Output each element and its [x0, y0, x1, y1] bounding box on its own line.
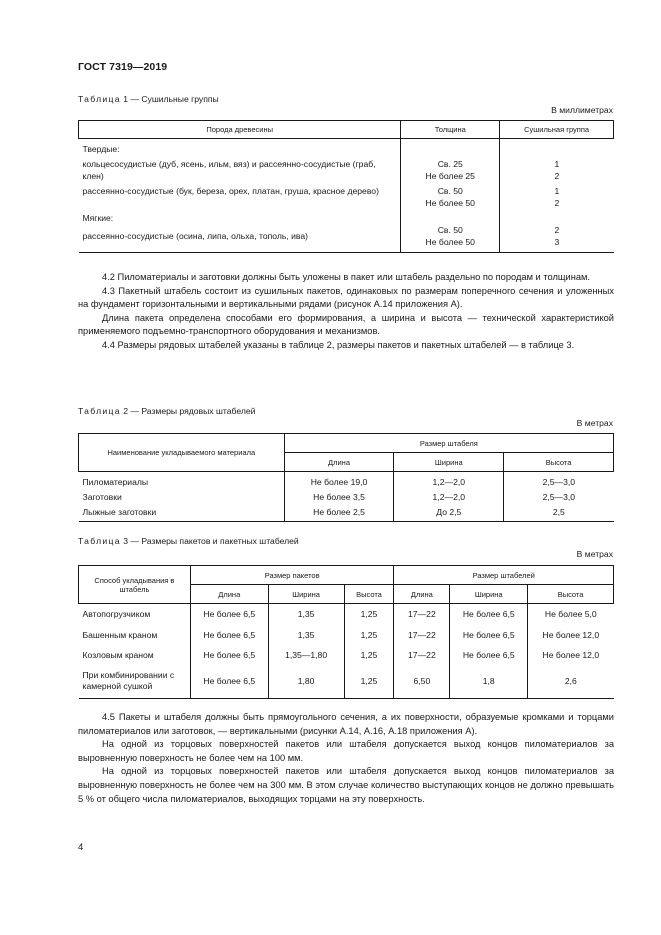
- table-row: [79, 155, 614, 182]
- table1-unit: В миллиметрах: [551, 105, 613, 115]
- table1-header-species: Порода древесины: [79, 121, 401, 139]
- paragraph: 4.4 Размеры рядовых штабелей указаны в таблице 2, размеры пакетов и пакетных штабелей — в таблице 3.: [102, 339, 575, 350]
- table3-cell: Не более 5,0: [528, 604, 614, 625]
- table2-header-width: Ширина: [394, 453, 504, 472]
- table3-cell: Не более 6,5: [190, 625, 268, 645]
- table3-header-package-size: Размер пакетов: [190, 566, 394, 585]
- table2-cell: 2,5: [504, 503, 614, 522]
- table3-header-height: Высота: [344, 585, 394, 604]
- table3-header-length: Длина: [190, 585, 268, 604]
- table3-header-width: Ширина: [450, 585, 528, 604]
- table-row: [79, 182, 614, 209]
- table3-cell: 1,35: [268, 604, 344, 625]
- table1-cell-thickness: Св. 50 Не более 50: [401, 182, 500, 209]
- table3-cell: 6,50: [394, 665, 450, 699]
- table3-cell: Не более 6,5: [450, 645, 528, 665]
- table1-header-thickness: Толщина: [401, 121, 500, 139]
- table3-cell: 17—22: [394, 645, 450, 665]
- table3-cell: 1,25: [344, 604, 394, 625]
- table-row: [79, 665, 614, 699]
- table1-cell-species: Мягкие:: [82, 213, 114, 223]
- table1-cell-species: кольцесосудистые (дуб, ясень, ильм, вяз) и рассеянно-сосудистые (граб, клен): [82, 159, 376, 181]
- table-row-stack-sizes: [78, 433, 614, 522]
- paragraph: На одной из торцовых поверхностей пакетов или штабеля допускается выход концов пиломатериалов за выровненную поверхность не более чем на 300 мм. В этом случае количество выступающих концов не должно превышать 5 % от общего числа пиломатериалов, выходящих торцами на эту поверхность.: [78, 766, 614, 804]
- table2-cell: Лыжные заготовки: [79, 503, 285, 522]
- table-drying-groups: [78, 120, 614, 253]
- paragraph: Длина пакета определена способами его формирования, а ширина и высота — технической характеристикой применяемого подъемно-транспортного оборудования и механизмов.: [78, 312, 614, 337]
- table2-cell: Не более 2,5: [284, 503, 394, 522]
- table2-cell: Не более 3,5: [284, 488, 394, 503]
- table1-caption-text: 1 — Сушильные группы: [123, 94, 219, 104]
- table3-cell: 17—22: [394, 604, 450, 625]
- table3-caption-word: Таблица: [78, 536, 121, 546]
- table1-cell-species: Твердые:: [82, 144, 120, 154]
- table3-cell: Не более 6,5: [450, 625, 528, 645]
- page-number: 4: [78, 842, 84, 853]
- table1-cell-species: рассеянно-сосудистые (бук, береза, орех, платан, груша, красное дерево): [82, 186, 379, 196]
- table3-cell: Не более 6,5: [190, 604, 268, 625]
- table3-cell: 1,8: [450, 665, 528, 699]
- table1-cell-species: рассеянно-сосудистые (осина, липа, ольха, тополь, ива): [79, 224, 401, 253]
- table1-cell-group: 2 3: [500, 224, 614, 253]
- table2-caption: [78, 406, 255, 416]
- table3-header-height: Высота: [528, 585, 614, 604]
- table2-header-stack-size: Размер штабеля: [284, 434, 613, 453]
- table1-caption: [78, 94, 219, 104]
- table3-cell: Не более 12,0: [528, 645, 614, 665]
- table3-cell: Не более 12,0: [528, 625, 614, 645]
- table3-header-method: Способ укладывания в штабель: [79, 566, 191, 604]
- table1-cell-group: 1 2: [500, 182, 614, 209]
- table1-caption-word: Таблица: [78, 94, 121, 104]
- table-row: [79, 209, 614, 224]
- table3-unit: В метрах: [576, 549, 613, 559]
- table3-cell: Не более 6,5: [450, 604, 528, 625]
- table3-header-stack-size: Размер штабелей: [394, 566, 614, 585]
- table3-cell: Не более 6,5: [190, 665, 268, 699]
- table1-cell-thickness: Св. 50 Не более 50: [401, 224, 500, 253]
- table1-cell-group: [500, 139, 614, 156]
- standard-header: ГОСТ 7319—2019: [78, 61, 168, 73]
- section-text-1: [78, 271, 614, 353]
- table2-cell: 2,5—3,0: [504, 472, 614, 489]
- table1-cell-group: 1 2: [500, 155, 614, 182]
- paragraph: 4.5 Пакеты и штабеля должны быть прямоугольного сечения, а их поверхности, образуемые кромками и торцами пиломатериалов или заготовок, — вертикальными (рисунки А.14, А.16, А.18 приложения А).: [78, 712, 614, 736]
- table3-cell: 17—22: [394, 625, 450, 645]
- table3-cell: Козловым краном: [82, 649, 154, 660]
- table3-cell: 1,35—1,80: [268, 645, 344, 665]
- table1-cell-thickness: [401, 139, 500, 156]
- table1-cell-thickness: Св. 25 Не более 25: [401, 155, 500, 182]
- table-row: [79, 604, 614, 625]
- table2-caption-text: 2 — Размеры рядовых штабелей: [123, 406, 256, 416]
- table3-cell: 2,6: [528, 665, 614, 699]
- table3-cell: 1,35: [268, 625, 344, 645]
- table-row: [79, 472, 614, 489]
- table3-caption: [78, 536, 299, 546]
- table3-cell: 1,25: [344, 645, 394, 665]
- paragraph: 4.2 Пиломатериалы и заготовки должны быть уложены в пакет или штабель раздельно по породам и толщинам.: [102, 272, 590, 282]
- table2-header-length: Длина: [284, 453, 394, 472]
- table-row: [79, 503, 614, 522]
- paragraph: На одной из торцовых поверхностей пакетов или штабеля допускается выход концов пиломатериалов за выровненную поверхность не более чем на 100 мм.: [78, 739, 614, 763]
- table3-header-length: Длина: [394, 585, 450, 604]
- table1-header-group: Сушильная группа: [500, 121, 614, 139]
- table2-cell: Не более 19,0: [284, 472, 394, 489]
- table-row: [79, 645, 614, 665]
- table2-cell: 1,2—2,0: [394, 488, 504, 503]
- table2-header-material: Наименование укладываемого материала: [79, 434, 285, 472]
- table3-cell: Башенным краном: [82, 629, 158, 640]
- table3-cell: 1,80: [268, 665, 344, 699]
- table2-cell: Пиломатериалы: [82, 477, 149, 487]
- table3-cell: При комбинировании с камерной сушкой: [79, 665, 191, 699]
- table3-cell: 1,25: [344, 665, 394, 699]
- table2-cell: 1,2—2,0: [394, 472, 504, 489]
- table2-cell: Заготовки: [82, 492, 122, 502]
- section-text-2: [78, 711, 614, 806]
- table2-cell: До 2,5: [394, 503, 504, 522]
- table2-caption-word: Таблица: [78, 406, 121, 416]
- table3-cell: Автопогрузчиком: [82, 609, 151, 620]
- table3-header-width: Ширина: [268, 585, 344, 604]
- table-row: [79, 139, 614, 156]
- table-package-stack-sizes: [78, 565, 614, 699]
- table3-cell: 1,25: [344, 625, 394, 645]
- table-row: [79, 488, 614, 503]
- table1-cell-thickness: [401, 209, 500, 224]
- table2-header-height: Высота: [504, 453, 614, 472]
- table3-cell: Не более 6,5: [190, 645, 268, 665]
- table2-unit: В метрах: [576, 418, 613, 428]
- table3-caption-text: 3 — Размеры пакетов и пакетных штабелей: [123, 536, 299, 546]
- table1-cell-group: [500, 209, 614, 224]
- table-row: [79, 625, 614, 645]
- table-row: [79, 224, 614, 253]
- table2-cell: 2,5—3,0: [504, 488, 614, 503]
- paragraph: 4.3 Пакетный штабель состоит из сушильных пакетов, одинаковых по размерам поперечного сечения и уложенных на фундамент горизонтальными и вертикальными рядами (рисунок А.14 приложения А).: [78, 285, 614, 310]
